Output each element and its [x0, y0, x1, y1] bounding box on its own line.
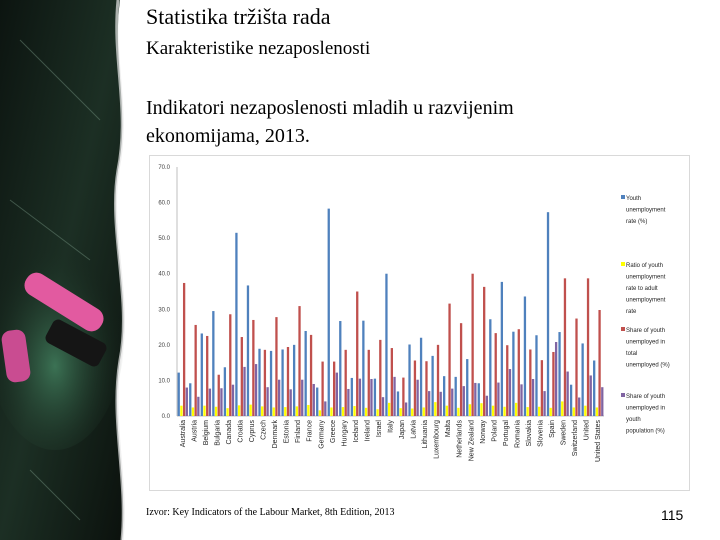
bar — [203, 406, 205, 416]
slide-title: Statistika tržišta rada — [146, 4, 331, 29]
bar — [186, 388, 188, 416]
bar — [328, 209, 330, 416]
bar — [273, 407, 275, 416]
bar — [195, 325, 197, 416]
x-tick-label: France — [306, 420, 314, 442]
bar — [301, 380, 303, 416]
bar — [558, 332, 560, 416]
bar — [284, 407, 286, 416]
bar — [446, 406, 448, 416]
bar — [541, 360, 543, 416]
bar — [547, 212, 549, 416]
legend-swatch — [621, 327, 625, 331]
bar-chart — [149, 155, 690, 491]
bar — [206, 336, 208, 416]
x-tick-label: Israel — [375, 420, 383, 438]
x-tick-label: Czech — [260, 420, 268, 440]
bar — [411, 409, 413, 416]
bar — [261, 406, 263, 416]
bar — [270, 351, 272, 416]
x-tick-label: Slovenia — [537, 420, 545, 447]
bar — [526, 407, 528, 416]
bar — [281, 349, 283, 416]
bar — [382, 397, 384, 416]
bar — [550, 408, 552, 416]
bar — [538, 407, 540, 416]
bar — [543, 391, 545, 416]
chart-heading-line-1: Indikatori nezaposlenosti mladih u razvijenim — [146, 97, 514, 119]
bar — [180, 406, 182, 416]
bar — [379, 340, 381, 416]
x-tick-label: Canada — [225, 420, 233, 445]
bar — [290, 389, 292, 416]
bar — [598, 310, 600, 416]
bar — [258, 349, 260, 416]
bar — [189, 383, 191, 416]
x-tick-label: Cyprus — [249, 420, 257, 443]
legend-swatch — [621, 262, 625, 266]
bar — [451, 389, 453, 416]
bar — [474, 383, 476, 416]
bar — [224, 367, 226, 416]
bar — [520, 384, 522, 416]
bar — [437, 345, 439, 416]
bar — [434, 402, 436, 416]
bar — [385, 274, 387, 416]
bar — [561, 401, 563, 416]
x-tick-label: Netherlands — [456, 420, 464, 458]
bar — [201, 333, 203, 416]
x-tick-label: Japan — [399, 420, 407, 440]
bar — [584, 406, 586, 416]
bar — [305, 331, 307, 416]
bar — [252, 320, 254, 416]
x-tick-label: Hungary — [341, 420, 349, 447]
bar — [388, 403, 390, 416]
bar — [336, 373, 338, 416]
slide-subtitle: Karakteristike nezaposlenosti — [146, 38, 371, 59]
y-tick-label: 10.0 — [158, 378, 170, 385]
bar — [414, 361, 416, 416]
bar — [229, 314, 231, 416]
legend-label: Share of youth unemployed in youth population (%) — [626, 394, 666, 435]
bar — [486, 396, 488, 416]
bar — [365, 408, 367, 416]
y-tick-label: 50.0 — [158, 236, 170, 243]
legend-label: Share of youth unemployed in total unemployed (%) — [626, 328, 670, 369]
bar — [423, 407, 425, 416]
bar — [573, 407, 575, 416]
bar — [220, 388, 222, 416]
bar — [347, 389, 349, 416]
bar — [319, 410, 321, 416]
bar — [316, 388, 318, 416]
bar — [212, 311, 214, 416]
y-tick-label: 60.0 — [158, 200, 170, 207]
bar — [480, 403, 482, 416]
x-tick-label: Slovakia — [525, 420, 533, 447]
bar — [524, 296, 526, 416]
x-tick-label: Finland — [295, 420, 303, 443]
bar — [483, 287, 485, 416]
x-tick-label: Germany — [318, 420, 326, 449]
bar — [601, 387, 603, 416]
x-tick-label: Estonia — [283, 420, 291, 444]
bar — [362, 321, 364, 416]
bar — [578, 398, 580, 416]
bar — [376, 409, 378, 416]
bar — [183, 283, 185, 416]
bar — [529, 349, 531, 416]
bar — [275, 317, 277, 416]
x-tick-label: Malta — [445, 420, 453, 438]
bar — [466, 359, 468, 416]
bar — [397, 391, 399, 416]
x-tick-label: United States — [595, 420, 603, 463]
x-tick-label: United — [583, 420, 591, 441]
bar — [250, 405, 252, 416]
bar — [587, 278, 589, 416]
bar — [425, 361, 427, 416]
legend-label: Youth unemployment rate (%) — [626, 196, 666, 225]
bar — [342, 407, 344, 416]
bar — [448, 304, 450, 416]
bar — [330, 407, 332, 416]
x-tick-label: Luxembourg — [433, 420, 441, 459]
bar — [400, 408, 402, 416]
bar — [345, 350, 347, 416]
bar — [235, 233, 237, 416]
bar — [478, 383, 480, 416]
x-tick-label: Iceland — [352, 420, 360, 443]
bar — [570, 385, 572, 416]
y-tick-label: 40.0 — [158, 271, 170, 278]
bar — [324, 401, 326, 416]
bar — [293, 345, 295, 416]
bar — [296, 406, 298, 416]
x-tick-label: Croatia — [237, 420, 245, 443]
bar — [218, 375, 220, 416]
x-tick-label: Portugal — [502, 420, 510, 447]
x-tick-label: Belgium — [202, 420, 210, 446]
y-tick-label: 30.0 — [158, 307, 170, 314]
bar — [532, 379, 534, 416]
bar — [391, 348, 393, 416]
bar — [518, 329, 520, 416]
x-tick-label: Italy — [387, 420, 395, 433]
bar — [307, 405, 309, 416]
bar — [509, 369, 511, 416]
x-tick-label: New Zealand — [468, 420, 476, 462]
bar — [339, 321, 341, 416]
bar — [431, 356, 433, 416]
x-tick-label: Sweden — [560, 420, 568, 446]
bar — [552, 352, 554, 416]
x-tick-label: Australia — [179, 420, 187, 448]
bar — [264, 350, 266, 416]
bar — [278, 380, 280, 416]
bar — [393, 377, 395, 416]
bar — [359, 379, 361, 416]
bar — [370, 379, 372, 416]
y-tick-label: 70.0 — [158, 165, 170, 171]
bar — [555, 342, 557, 416]
bar — [497, 383, 499, 416]
bar — [405, 402, 407, 416]
x-tick-label: Poland — [491, 420, 499, 442]
x-tick-label: Norway — [479, 420, 487, 444]
bar — [209, 389, 211, 416]
y-tick-label: 20.0 — [158, 342, 170, 349]
bar — [457, 408, 459, 416]
bar — [178, 373, 180, 416]
bar — [596, 407, 598, 416]
bar — [455, 377, 457, 416]
x-tick-label: Switzerland — [572, 420, 580, 457]
bar — [581, 343, 583, 416]
bar — [535, 335, 537, 416]
bar — [590, 375, 592, 416]
bar — [469, 404, 471, 416]
bar — [492, 406, 494, 416]
x-tick-label: Bulgaria — [214, 420, 222, 446]
bar — [489, 319, 491, 416]
source-note: Izvor: Key Indicators of the Labour Market, 8th Edition, 2013 — [146, 507, 395, 518]
bar — [428, 391, 430, 416]
bar — [298, 306, 300, 416]
page-number: 115 — [661, 507, 684, 523]
bar — [503, 407, 505, 416]
x-tick-label: Spain — [549, 420, 557, 438]
x-tick-label: Austria — [191, 420, 199, 442]
bar — [226, 408, 228, 416]
bar — [460, 323, 462, 416]
bar — [243, 367, 245, 416]
bar — [463, 386, 465, 416]
bar — [266, 387, 268, 416]
bar — [374, 379, 376, 416]
bar — [241, 337, 243, 416]
bar — [593, 361, 595, 416]
bar — [310, 335, 312, 416]
bar — [215, 407, 217, 416]
bar — [402, 378, 404, 416]
bar — [443, 376, 445, 416]
bar — [408, 345, 410, 416]
bar — [495, 333, 497, 416]
legend-swatch — [621, 195, 625, 199]
bar — [564, 278, 566, 416]
bar — [313, 384, 315, 416]
bar — [440, 392, 442, 416]
bar — [247, 285, 249, 416]
x-tick-label: Denmark — [272, 420, 280, 449]
chart-heading — [146, 94, 666, 150]
bar — [575, 319, 577, 416]
x-tick-label: Greece — [329, 420, 337, 443]
bar — [238, 405, 240, 416]
bar — [232, 385, 234, 416]
y-tick-label: 0.0 — [161, 414, 170, 420]
bar — [512, 332, 514, 416]
bar — [567, 372, 569, 416]
bar — [321, 362, 323, 416]
bar — [197, 397, 199, 416]
bar — [192, 407, 194, 416]
x-tick-label: Romania — [514, 420, 522, 449]
bar — [368, 350, 370, 416]
chart-heading-line-2: ekonomijama, 2013. — [146, 125, 310, 147]
x-tick-label: Lithuania — [422, 420, 430, 449]
bar — [506, 345, 508, 416]
bar — [356, 292, 358, 417]
bar — [287, 347, 289, 416]
bar — [501, 282, 503, 416]
legend-swatch — [621, 393, 625, 397]
bar — [353, 406, 355, 416]
bar — [255, 364, 257, 416]
bar — [471, 274, 473, 416]
bar — [333, 362, 335, 416]
x-tick-label: Ireland — [364, 420, 372, 442]
bar — [420, 338, 422, 416]
bar — [351, 378, 353, 416]
bar — [416, 380, 418, 416]
x-tick-label: Latvia — [410, 420, 418, 439]
bar — [515, 403, 517, 416]
legend-label: Ratio of youth unemployment rate to adult unemployment rate — [626, 263, 666, 315]
